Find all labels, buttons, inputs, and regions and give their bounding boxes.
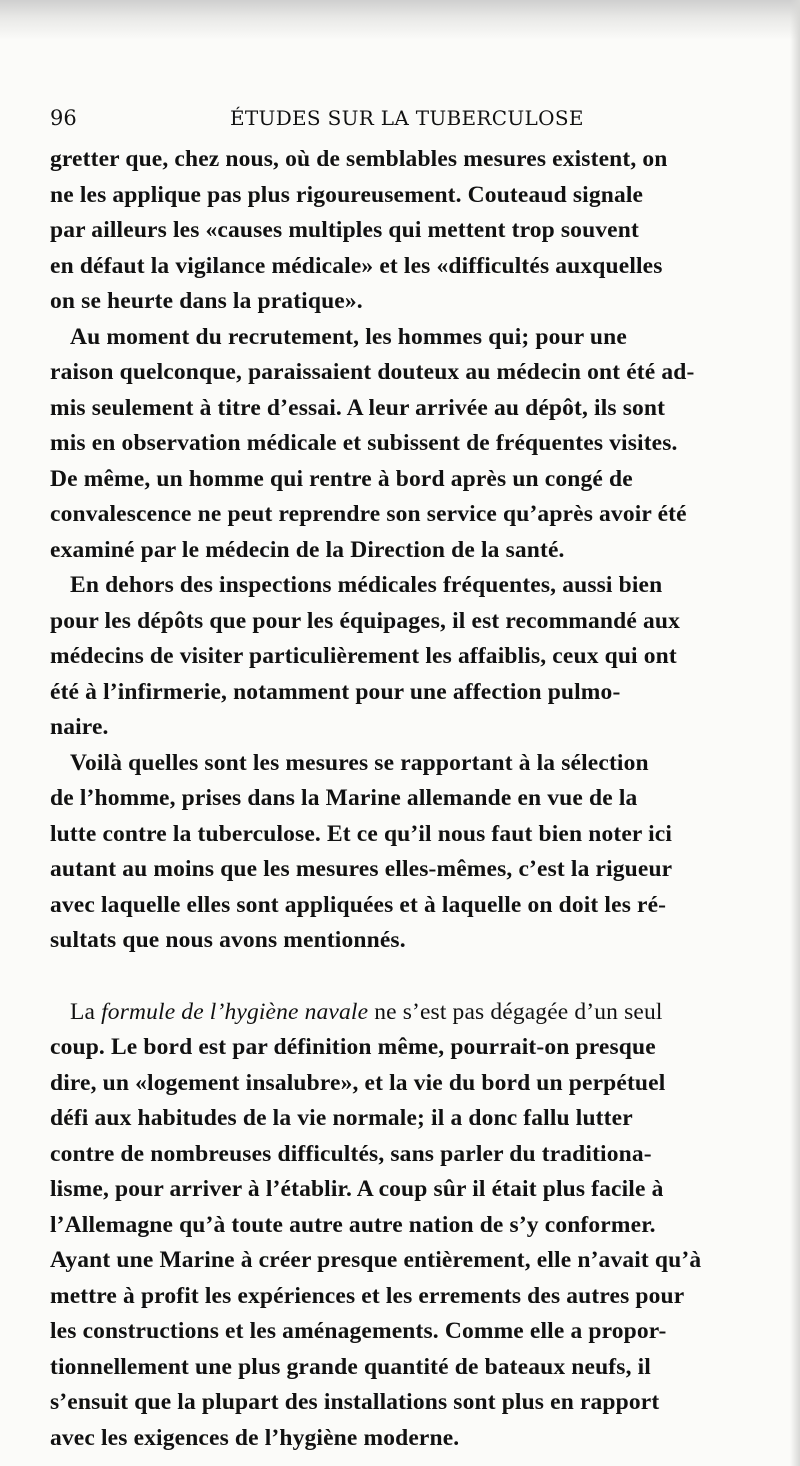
- text-line: ne les applique pas plus rigoureusement. Couteaud signale: [50, 181, 644, 208]
- text-line: été à l’infirmerie, notamment pour une affection pulmo-: [50, 678, 621, 705]
- text-line: raison quelconque, paraissaient douteux au médecin ont été ad-: [50, 359, 695, 385]
- text-line: on se heurte dans la pratique».: [50, 288, 363, 314]
- text-line: l’Allemagne qu’à toute autre autre nation de s’y conformer.: [50, 1211, 656, 1238]
- text-line: gretter que, chez nous, où de semblables mesures existent, on: [50, 146, 668, 172]
- text-line: examiné par le médecin de la Direction de la santé.: [50, 536, 565, 563]
- text-line: Ayant une Marine à créer presque entièrement, elle n’avait qu’à: [50, 1247, 702, 1273]
- text-line: tionnellement une plus grande quantité de bateaux neufs, il: [50, 1353, 651, 1380]
- text-line: lisme, pour arriver à l’établir. A coup sûr il était plus facile à: [50, 1176, 664, 1202]
- text-line: Voilà quelles sont les mesures se rapportant à la sélection: [70, 749, 649, 776]
- text-line: médecins de visiter particulièrement les affaiblis, ceux qui ont: [50, 643, 677, 669]
- page-number: 96: [50, 106, 77, 130]
- text-line: naire.: [50, 714, 109, 740]
- text-line: avec les exigences de l’hygiène moderne.: [50, 1424, 460, 1451]
- section2-rest: ne s’est pas dégagée d’un seul: [374, 998, 663, 1025]
- scan-shadow-right: [790, 0, 800, 1466]
- text-line: De même, un homme qui rentre à bord après un congé de: [50, 465, 633, 492]
- text-line: mettre à profit les expériences et les errements des autres pour: [50, 1282, 685, 1309]
- section2-lead: La: [70, 998, 96, 1025]
- running-title: ÉTUDES SUR LA TUBERCULOSE: [230, 106, 584, 130]
- text-line: autant au moins que les mesures elles-mêmes, c’est la rigueur: [50, 856, 673, 882]
- text-line: Au moment du recrutement, les hommes qui; pour une: [70, 323, 627, 350]
- text-line: en défaut la vigilance médicale» et les «difficultés auxquelles: [50, 252, 663, 279]
- text-line: convalescence ne peut reprendre son service qu’après avoir été: [50, 501, 687, 527]
- text-line: contre de nombreuses difficultés, sans parler du traditiona-: [50, 1140, 652, 1167]
- text-line: les constructions et les aménagements. Comme elle a propor-: [50, 1318, 667, 1344]
- text-line: de l’homme, prises dans la Marine allemande en vue de la: [50, 785, 638, 811]
- section2-first-line: [50, 995, 753, 1031]
- text-line: En dehors des inspections médicales fréquentes, aussi bien: [70, 572, 663, 598]
- text-line: mis seulement à titre d’essai. A leur arrivée au dépôt, ils sont: [50, 394, 666, 421]
- section-gap: [50, 959, 753, 995]
- text-line: avec laquelle elles sont appliquées et à laquelle on doit les ré-: [50, 891, 667, 918]
- text-line: lutte contre la tuberculose. Et ce qu’il nous faut bien noter ici: [50, 820, 673, 847]
- text-line: dire, un «logement insalubre», et la vie du bord un perpétuel: [50, 1069, 666, 1096]
- scan-shadow-top: [0, 0, 800, 40]
- text-line: s’ensuit que la plupart des installations sont plus en rapport: [50, 1389, 660, 1415]
- text-line: sultats que nous avons mentionnés.: [50, 927, 406, 953]
- section2-term: formule de l’hygiène navale: [101, 998, 369, 1025]
- page-header: [50, 100, 750, 140]
- text-line: pour les dépôts que pour les équipages, il est recommandé aux: [50, 607, 680, 634]
- text-line: défi aux habitudes de la vie normale; il a donc fallu lutter: [50, 1105, 633, 1131]
- body-text: [50, 142, 753, 1456]
- text-line: par ailleurs les «causes multiples qui mettent trop souvent: [50, 217, 639, 243]
- text-line: coup. Le bord est par définition même, pourrait-on presque: [50, 1034, 656, 1060]
- text-line: mis en observation médicale et subissent de fréquentes visites.: [50, 430, 678, 456]
